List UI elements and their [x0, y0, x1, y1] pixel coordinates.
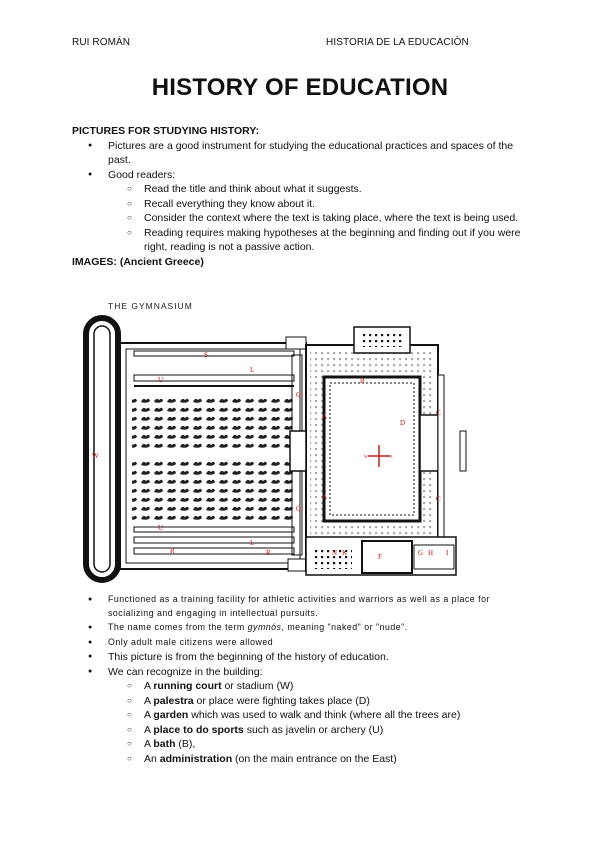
building-item	[72, 723, 528, 738]
list-item	[72, 665, 528, 767]
building-post: or place were fighting takes place (D)	[193, 694, 370, 707]
building-item	[72, 737, 528, 752]
list-item: ● Functioned as a training facility for athletic activities and warriors as well as a place for socializing and engaging in intellectual pursuits.	[72, 593, 528, 620]
plan-label-u: U	[158, 376, 164, 384]
notes-list	[72, 593, 528, 766]
building-list	[72, 679, 528, 766]
building-term: administration	[159, 752, 233, 765]
plan-label-d: D	[400, 419, 406, 427]
plan-label-l: L	[250, 366, 255, 374]
building-term: palestra	[153, 694, 194, 707]
entrance-hall	[362, 541, 412, 573]
plan-label-a: A	[322, 413, 328, 421]
note-text-end: , meaning "naked" or "nude".	[281, 622, 408, 632]
plan-label-l2: L	[250, 539, 255, 547]
plan-label-b: B	[360, 377, 365, 385]
building-item	[72, 694, 528, 709]
plan-label-c: C	[436, 409, 441, 417]
plan-label-a2: A	[322, 493, 328, 501]
plan-label-n: N	[332, 549, 338, 557]
building-pre: A	[144, 680, 154, 692]
plan-label-f: F	[378, 553, 382, 561]
gymnasium-plan	[74, 315, 480, 585]
plan-label-r: R	[170, 547, 175, 555]
building-term: bath	[153, 738, 176, 750]
list-item: ● This picture is from the beginning of the history of education.	[72, 650, 528, 665]
building-post: (B),	[175, 738, 196, 750]
garden-trees	[132, 395, 296, 451]
section-notes	[72, 593, 528, 766]
note-text: The name comes from the term	[108, 622, 248, 632]
list-item	[72, 620, 528, 635]
section-heading-images: IMAGES: (Ancient Greece)	[72, 255, 204, 268]
palestra-court	[324, 377, 420, 521]
sub-list-item: ○ Reading requires making hypotheses at the beginning and finding out if you were right, reading is not a passive action.	[72, 226, 528, 255]
plan-label-k: K	[342, 549, 348, 557]
page-title: HISTORY OF EDUCATION	[151, 74, 449, 101]
building-item	[72, 752, 528, 767]
header-course: HISTORIA DE LA EDUCACIÒN	[326, 37, 469, 48]
building-pre: A	[144, 694, 154, 707]
sub-list-item: ○ Consider the context where the text is taking place, where the text is being used.	[72, 211, 528, 226]
plan-label-q: Q	[296, 391, 302, 399]
plan-label-w: W	[92, 452, 99, 460]
building-item	[72, 708, 528, 723]
building-post: such as javelin or archery (U)	[243, 723, 384, 736]
section-heading-pictures: PICTURES FOR STUDYING HISTORY:	[72, 125, 260, 137]
plan-label-g: G	[418, 549, 424, 557]
building-pre: A	[144, 723, 154, 736]
building-term: garden	[153, 709, 189, 721]
header-author: RUI ROMÁN	[72, 37, 131, 48]
note-term: gymnós	[247, 622, 282, 632]
section-pictures	[72, 124, 528, 269]
building-pre: An	[144, 752, 160, 765]
sub-list-item: ○ Read the title and think about what it suggests.	[72, 182, 528, 197]
building-post: which was used to walk and think (where all the trees are)	[188, 709, 461, 721]
compass-w: W	[364, 454, 368, 459]
plan-label-q2: Q	[296, 505, 302, 513]
figure-caption: THE GYMNASIUM	[108, 301, 193, 311]
building-post: or stadium (W)	[221, 680, 294, 692]
sub-list	[72, 182, 528, 255]
plan-label-r2: R	[266, 549, 271, 557]
compass-e: E	[390, 454, 393, 459]
building-item	[72, 679, 528, 694]
plan-label-i: I	[446, 549, 449, 557]
list-item: ● Only adult male citizens were allowed	[72, 635, 528, 650]
list-item: ● Pictures are a good instrument for studying the educational practices and spaces of the past.	[72, 139, 528, 168]
plan-label-s: S	[204, 351, 208, 359]
sub-list-item: ○ Recall everything they know about it.	[72, 197, 528, 212]
building-post: (on the main entrance on the East)	[232, 752, 397, 765]
building-term: running court	[153, 680, 222, 692]
bullet-list	[72, 139, 528, 255]
list-item	[72, 168, 528, 255]
list-item-label: We can recognize in the building:	[108, 665, 263, 678]
building-pre: A	[144, 738, 154, 750]
plan-label-u2: U	[158, 524, 164, 532]
plan-label-c2: C	[436, 495, 441, 503]
building-pre: A	[144, 709, 154, 721]
plan-label-h: H	[428, 549, 434, 557]
building-term: place to do sports	[153, 723, 244, 736]
list-item-label: Good readers:	[108, 168, 176, 181]
